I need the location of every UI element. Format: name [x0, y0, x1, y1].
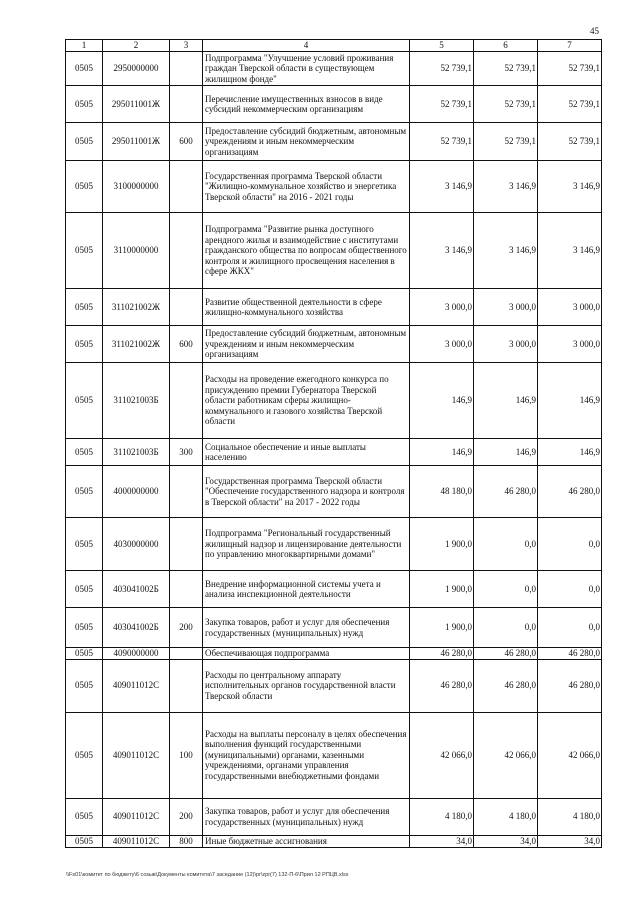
expense-type-code: 200: [170, 608, 203, 648]
expense-type-code: [170, 52, 203, 86]
header-col-1: 1: [66, 40, 103, 52]
item-description: Подпрограмма "Развитие рынка доступного арендного жилья и взаимодействие с институтами гражданского общества по вопросам общественного контроля и жилищного просвещения населения в сфере ЖКХ": [203, 213, 410, 289]
expense-type-code: [170, 161, 203, 213]
target-code: 409011012С: [103, 798, 170, 835]
header-col-3: 3: [170, 40, 203, 52]
amount-year-2: 3 000,0: [474, 326, 538, 363]
amount-year-3: 52 739,1: [538, 123, 602, 161]
section-code: 0505: [66, 86, 103, 123]
target-code: 3100000000: [103, 161, 170, 213]
expense-type-code: 100: [170, 712, 203, 798]
table-row: [66, 326, 602, 363]
expense-type-code: 600: [170, 326, 203, 363]
table-body: [66, 52, 602, 848]
amount-year-1: 146,9: [410, 439, 474, 466]
item-description: Иные бюджетные ассигнования: [203, 835, 410, 847]
amount-year-1: 46 280,0: [410, 659, 474, 712]
amount-year-2: 146,9: [474, 439, 538, 466]
amount-year-2: 4 180,0: [474, 798, 538, 835]
header-col-6: 6: [474, 40, 538, 52]
section-code: 0505: [66, 518, 103, 571]
amount-year-3: 0,0: [538, 518, 602, 571]
target-code: 409011012С: [103, 659, 170, 712]
amount-year-1: 3 146,9: [410, 161, 474, 213]
amount-year-1: 1 900,0: [410, 518, 474, 571]
section-code: 0505: [66, 835, 103, 847]
amount-year-1: 46 280,0: [410, 648, 474, 660]
header-col-4: 4: [203, 40, 410, 52]
item-description: Государственная программа Тверской области "Обеспечение государственного надзора и контроля в Тверской области" на 2017 - 2022 годы: [203, 466, 410, 518]
amount-year-1: 1 900,0: [410, 571, 474, 608]
amount-year-1: 52 739,1: [410, 123, 474, 161]
target-code: 311021002Ж: [103, 326, 170, 363]
target-code: 403041002Б: [103, 608, 170, 648]
table-row: [66, 161, 602, 213]
target-code: 295011001Ж: [103, 86, 170, 123]
amount-year-3: 46 280,0: [538, 466, 602, 518]
amount-year-2: 42 066,0: [474, 712, 538, 798]
target-code: 4000000000: [103, 466, 170, 518]
item-description: Предоставление субсидий бюджетным, автономным учреждениям и иным некоммерческим организациям: [203, 123, 410, 161]
section-code: 0505: [66, 712, 103, 798]
amount-year-1: 146,9: [410, 363, 474, 439]
item-description: Расходы по центральному аппарату исполнительных органов государственной власти Тверской области: [203, 659, 410, 712]
expense-type-code: [170, 571, 203, 608]
section-code: 0505: [66, 659, 103, 712]
amount-year-2: 0,0: [474, 518, 538, 571]
expense-type-code: [170, 86, 203, 123]
budget-table: [65, 39, 602, 848]
table-row: [66, 571, 602, 608]
amount-year-3: 34,0: [538, 835, 602, 847]
expense-type-code: [170, 518, 203, 571]
header-col-5: 5: [410, 40, 474, 52]
section-code: 0505: [66, 798, 103, 835]
amount-year-3: 0,0: [538, 608, 602, 648]
amount-year-1: 1 900,0: [410, 608, 474, 648]
table-row: [66, 363, 602, 439]
item-description: Подпрограмма "Региональный государственный жилищный надзор и лицензирование деятельности по управлению многоквартирными домами": [203, 518, 410, 571]
target-code: 2950000000: [103, 52, 170, 86]
amount-year-3: 146,9: [538, 363, 602, 439]
table-row: [66, 213, 602, 289]
section-code: 0505: [66, 363, 103, 439]
item-description: Расходы на проведение ежегодного конкурса по присуждению премии Губернатора Тверской области работникам сферы жилищно-коммунального и газового хозяйства Тверской области: [203, 363, 410, 439]
item-description: Государственная программа Тверской области "Жилищно-коммунальное хозяйство и энергетика Тверской области" на 2016 - 2021 годы: [203, 161, 410, 213]
amount-year-1: 48 180,0: [410, 466, 474, 518]
item-description: Социальное обеспечение и иные выплаты населению: [203, 439, 410, 466]
amount-year-2: 46 280,0: [474, 466, 538, 518]
expense-type-code: 200: [170, 798, 203, 835]
amount-year-2: 52 739,1: [474, 86, 538, 123]
header-col-7: 7: [538, 40, 602, 52]
section-code: 0505: [66, 648, 103, 660]
target-code: 409011012С: [103, 835, 170, 847]
table-row: [66, 712, 602, 798]
amount-year-3: 3 000,0: [538, 326, 602, 363]
section-code: 0505: [66, 466, 103, 518]
item-description: Внедрение информационной системы учета и анализа инспекционной деятельности: [203, 571, 410, 608]
target-code: 4030000000: [103, 518, 170, 571]
amount-year-2: 0,0: [474, 571, 538, 608]
target-code: 311021003Б: [103, 363, 170, 439]
table-row: [66, 608, 602, 648]
table-row: [66, 518, 602, 571]
amount-year-1: 42 066,0: [410, 712, 474, 798]
item-description: Закупка товаров, работ и услуг для обеспечения государственных (муниципальных) нужд: [203, 608, 410, 648]
amount-year-2: 34,0: [474, 835, 538, 847]
expense-type-code: [170, 648, 203, 660]
amount-year-3: 146,9: [538, 439, 602, 466]
table-row: [66, 659, 602, 712]
item-description: Предоставление субсидий бюджетным, автономным учреждениям и иным некоммерческим организациям: [203, 326, 410, 363]
item-description: Перечисление имущественных взносов в виде субсидий некоммерческим организациям: [203, 86, 410, 123]
expense-type-code: [170, 213, 203, 289]
section-code: 0505: [66, 571, 103, 608]
amount-year-1: 3 000,0: [410, 289, 474, 326]
table-header: [66, 40, 602, 52]
table-row: [66, 648, 602, 660]
amount-year-3: 4 180,0: [538, 798, 602, 835]
amount-year-3: 46 280,0: [538, 659, 602, 712]
table-row: [66, 439, 602, 466]
expense-type-code: [170, 466, 203, 518]
amount-year-3: 3 000,0: [538, 289, 602, 326]
amount-year-2: 3 000,0: [474, 289, 538, 326]
table-row: [66, 289, 602, 326]
table-row: [66, 798, 602, 835]
section-code: 0505: [66, 161, 103, 213]
amount-year-3: 52 739,1: [538, 52, 602, 86]
target-code: 295011001Ж: [103, 123, 170, 161]
section-code: 0505: [66, 608, 103, 648]
item-description: Обеспечивающая подпрограмма: [203, 648, 410, 660]
section-code: 0505: [66, 123, 103, 161]
amount-year-2: 52 739,1: [474, 123, 538, 161]
amount-year-1: 34,0: [410, 835, 474, 847]
table-row: [66, 123, 602, 161]
table-row: [66, 466, 602, 518]
expense-type-code: 800: [170, 835, 203, 847]
amount-year-2: 146,9: [474, 363, 538, 439]
amount-year-1: 3 000,0: [410, 326, 474, 363]
section-code: 0505: [66, 326, 103, 363]
item-description: Расходы на выплаты персоналу в целях обеспечения выполнения функций государственными (муниципальными) органами, казенными учреждениями, органами управления государственными внебюджетными фондами: [203, 712, 410, 798]
section-code: 0505: [66, 439, 103, 466]
expense-type-code: [170, 363, 203, 439]
target-code: 3110000000: [103, 213, 170, 289]
amount-year-2: 52 739,1: [474, 52, 538, 86]
amount-year-3: 0,0: [538, 571, 602, 608]
section-code: 0505: [66, 52, 103, 86]
amount-year-3: 3 146,9: [538, 161, 602, 213]
amount-year-2: 3 146,9: [474, 213, 538, 289]
section-code: 0505: [66, 213, 103, 289]
amount-year-2: 3 146,9: [474, 161, 538, 213]
amount-year-1: 3 146,9: [410, 213, 474, 289]
amount-year-1: 4 180,0: [410, 798, 474, 835]
expense-type-code: [170, 659, 203, 712]
item-description: Закупка товаров, работ и услуг для обеспечения государственных (муниципальных) нужд: [203, 798, 410, 835]
expense-type-code: 300: [170, 439, 203, 466]
amount-year-1: 52 739,1: [410, 86, 474, 123]
file-path-footer: \\Fs01\комитет по бюджету\6 созыв\Документы комитета\7 заседание (12)\pr\zpr(7) 132-П-6\Прил 12 РПЦВ.xlsx: [66, 872, 349, 878]
header-row: [66, 40, 602, 52]
target-code: 311021003Б: [103, 439, 170, 466]
expense-type-code: [170, 289, 203, 326]
page-number: 45: [590, 26, 599, 36]
item-description: Развитие общественной деятельности в сфере жилищно-коммунального хозяйства: [203, 289, 410, 326]
amount-year-2: 46 280,0: [474, 659, 538, 712]
amount-year-3: 52 739,1: [538, 86, 602, 123]
item-description: Подпрограмма "Улучшение условий проживания граждан Тверской области в существующем жилищном фонде": [203, 52, 410, 86]
target-code: 403041002Б: [103, 571, 170, 608]
amount-year-2: 0,0: [474, 608, 538, 648]
table-row: [66, 52, 602, 86]
amount-year-2: 46 280,0: [474, 648, 538, 660]
target-code: 4090000000: [103, 648, 170, 660]
amount-year-3: 42 066,0: [538, 712, 602, 798]
table-row: [66, 835, 602, 847]
target-code: 409011012С: [103, 712, 170, 798]
amount-year-3: 3 146,9: [538, 213, 602, 289]
table-row: [66, 86, 602, 123]
target-code: 311021002Ж: [103, 289, 170, 326]
header-col-2: 2: [103, 40, 170, 52]
amount-year-1: 52 739,1: [410, 52, 474, 86]
amount-year-3: 46 280,0: [538, 648, 602, 660]
section-code: 0505: [66, 289, 103, 326]
expense-type-code: 600: [170, 123, 203, 161]
